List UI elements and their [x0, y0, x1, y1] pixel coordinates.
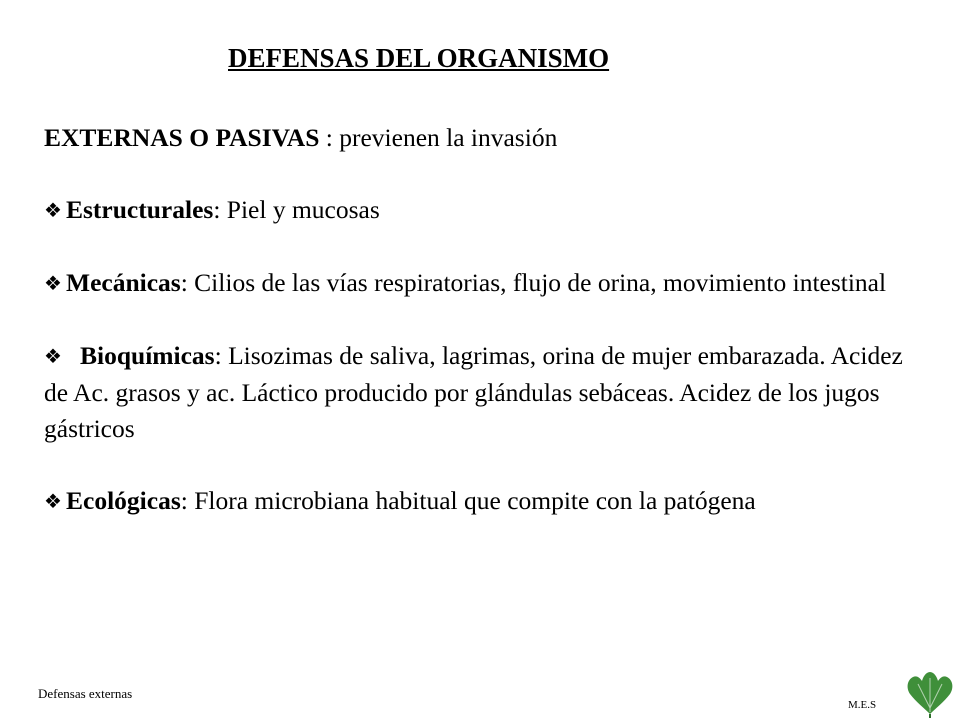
- item-term: Bioquímicas: [80, 341, 215, 370]
- diamond-bullet-icon: ❖: [44, 273, 62, 295]
- item-text: : Piel y mucosas: [213, 195, 380, 224]
- item-term: Estructurales: [66, 195, 214, 224]
- item-text: : Cilios de las vías respiratorias, flujo de orina, movimiento intestinal: [180, 268, 887, 297]
- list-item-bioquimicas: [44, 338, 914, 447]
- item-text: : Flora microbiana habitual que compite con la patógena: [180, 486, 756, 515]
- list-item-mecanicas: [44, 265, 914, 302]
- item-term: Ecológicas: [66, 486, 181, 515]
- section-heading-label: EXTERNAS O PASIVAS: [44, 123, 320, 152]
- section-heading-description: : previenen la invasión: [319, 123, 558, 152]
- item-text: : Lisozimas de saliva, lagrimas, orina de mujer embarazada. Acidez de Ac. grasos y ac. Láctico producido por glándulas sebáceas. Acidez de los jugos gástricos: [44, 341, 903, 443]
- footer-author-initials: M.E.S: [848, 699, 877, 711]
- slide-title: DEFENSAS DEL ORGANISMO: [228, 43, 610, 73]
- diamond-bullet-icon: ❖: [44, 491, 62, 513]
- ginkgo-leaf-icon: [902, 668, 958, 718]
- slide-content: [44, 120, 914, 520]
- section-heading: [44, 120, 914, 156]
- footer-left-label: Defensas externas: [38, 686, 133, 701]
- item-term: Mecánicas: [66, 268, 181, 297]
- diamond-bullet-icon: ❖: [44, 200, 62, 222]
- list-item-ecologicas: [44, 483, 914, 520]
- diamond-bullet-icon: ❖: [44, 346, 62, 368]
- list-item-estructurales: [44, 192, 914, 229]
